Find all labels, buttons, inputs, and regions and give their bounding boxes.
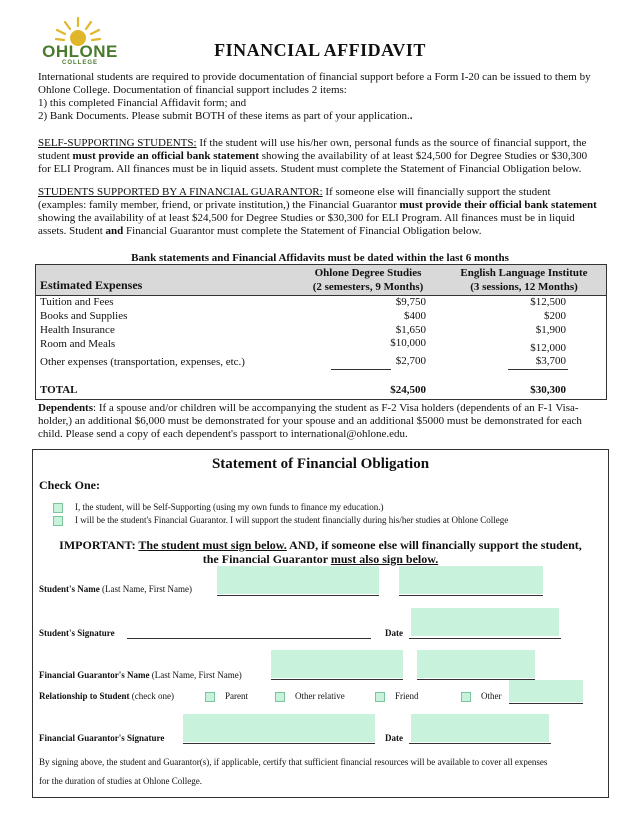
important-text: the Financial Guarantor — [202, 552, 331, 566]
total-eli: $30,300 — [530, 384, 566, 396]
self-supporting-line — [38, 137, 608, 150]
logo-wordmark: OHLONE — [42, 42, 118, 61]
relationship-other-checkbox[interactable] — [461, 692, 471, 702]
relationship-other-field[interactable] — [509, 680, 583, 702]
table-row-label: Tuition and Fees — [40, 296, 114, 308]
important-text: AND, if someone else will financially support the student, — [286, 538, 582, 552]
table-header — [36, 265, 606, 296]
self-supporting-emphasis: must provide an official bank statement — [72, 150, 260, 162]
student-date-label: Date — [385, 628, 403, 638]
col-eli-subtitle: (3 sessions, 12 Months) — [470, 281, 578, 293]
table-cell-degree: $2,700 — [395, 355, 426, 367]
relationship-label: Relationship to Student — [39, 691, 130, 701]
total-degree: $24,500 — [390, 384, 426, 396]
relationship-friend-checkbox[interactable] — [375, 692, 385, 702]
dependents-heading: Dependents — [38, 402, 94, 414]
important-label: IMPORTANT: — [59, 538, 139, 552]
dependents-line: child. Please send a copy of each dependent's passport to international@ohlone.edu. — [38, 428, 408, 440]
field-underline — [217, 595, 379, 596]
guarantor-checkbox[interactable] — [53, 516, 63, 526]
field-underline — [409, 743, 551, 744]
col-estimated-expenses: Estimated Expenses — [40, 278, 143, 292]
guarantor-line: showing the availability of at least $24,500 for Degree Studies or $30,300 for ELI Program. All finances must be in liquid — [38, 212, 575, 224]
check-one-label: Check One: — [39, 478, 100, 492]
total-label: TOTAL — [40, 384, 78, 396]
student-name-hint: (Last Name, First Name) — [99, 584, 192, 594]
subtotal-underline — [331, 369, 391, 370]
intro-line-text: 2) Bank Documents. Please submit BOTH of these items as part of your application. — [38, 110, 410, 122]
field-underline — [183, 743, 375, 744]
guarantor-text: assets. Student — [38, 225, 106, 237]
period: . — [409, 110, 413, 122]
relationship-friend-label: Friend — [395, 691, 419, 701]
self-supporting-text: showing the availability of at least $24,500 for Degree Studies or $30,300 — [259, 150, 588, 162]
col-degree-studies — [298, 266, 438, 294]
intro-paragraph — [38, 71, 608, 123]
guarantor-emphasis: and — [105, 225, 124, 237]
relationship-other-label: Other — [481, 691, 502, 701]
page-title: FINANCIAL AFFIDAVIT — [214, 40, 426, 60]
col-eli — [444, 266, 604, 294]
certification-line: By signing above, the student and Guarantor(s), if applicable, certify that sufficient financial resources will be available to cover all expenses — [39, 757, 548, 767]
guarantor-first-name-field[interactable] — [417, 650, 535, 678]
table-cell-eli: $3,700 — [535, 355, 566, 367]
guarantor-date-field[interactable] — [411, 714, 549, 742]
guarantor-line — [38, 225, 608, 238]
certification-line: for the duration of studies at Ohlone College. — [39, 776, 202, 786]
intro-line: 1) this completed Financial Affidavit form; and — [38, 97, 247, 109]
table-row-label: Room and Meals — [40, 338, 116, 350]
guarantor-signature-field[interactable] — [183, 714, 375, 742]
dependents-line: holder,) an additional $6,000 must be demonstrated for your spouse and an additional $5000 must be demonstrated for each — [38, 415, 582, 427]
self-supporting-option-label: I, the student, will be Self-Supporting (using my own funds to finance my education.) — [75, 502, 384, 512]
expenses-table — [35, 264, 607, 400]
guarantor-option-label: I will be the student's Financial Guarantor. I will support the student financially during his/her studies at Ohlone College — [75, 515, 509, 525]
table-cell-degree: $1,650 — [395, 324, 426, 336]
intro-line: Ohlone College. Documentation of financial support includes 2 items: — [38, 84, 347, 96]
guarantor-line — [38, 199, 608, 212]
student-signature-label: Student's Signature — [39, 628, 115, 638]
relationship-parent-checkbox[interactable] — [205, 692, 215, 702]
col-degree-subtitle: (2 semesters, 9 Months) — [312, 281, 424, 293]
table-row-label: Health Insurance — [40, 324, 115, 336]
table-cell-eli: $200 — [544, 310, 566, 322]
guarantor-name-label: Financial Guarantor's Name — [39, 670, 150, 680]
important-text: The student must sign below. — [138, 538, 287, 552]
guarantor-name-label-group — [39, 670, 242, 681]
table-cell-degree: $9,750 — [395, 296, 426, 308]
student-date-field[interactable] — [411, 608, 559, 636]
guarantor-date-label: Date — [385, 733, 403, 743]
guarantor-paragraph — [38, 186, 608, 238]
guarantor-heading: STUDENTS SUPPORTED BY A FINANCIAL GUARANTOR: — [38, 186, 323, 198]
guarantor-last-name-field[interactable] — [271, 650, 403, 678]
important-line — [33, 538, 608, 552]
self-supporting-text: If the student will use his/her own, personal funds as the source of financial support, the — [196, 137, 587, 149]
guarantor-signature-label: Financial Guarantor's Signature — [39, 733, 165, 743]
student-last-name-field[interactable] — [217, 566, 379, 594]
statement-title: Statement of Financial Obligation — [211, 456, 430, 472]
certification-text — [39, 753, 605, 791]
self-supporting-line — [38, 150, 608, 163]
table-cell-eli: $1,900 — [535, 324, 566, 336]
student-signature-field[interactable] — [127, 638, 371, 639]
table-cell-degree: $400 — [404, 310, 426, 322]
dependents-text: : If a spouse and/or children will be accompanying the student as F-2 Visa holders (dependents of an F-1 Visa- — [93, 402, 579, 414]
table-cell-eli: $12,500 — [530, 296, 566, 308]
intro-line: International students are required to provide documentation of financial support before a Form I-20 can be issued to them by — [38, 71, 591, 83]
dependents-paragraph — [38, 402, 613, 441]
relationship-parent-label: Parent — [225, 691, 248, 701]
important-text: must also sign below. — [330, 552, 439, 566]
guarantor-text: (examples: family member, friend, or private institution,) the Financial Guarantor — [38, 199, 400, 211]
table-row-label: Books and Supplies — [40, 310, 128, 322]
guarantor-name-hint: (Last Name, First Name) — [149, 670, 242, 680]
student-name-label-group — [39, 584, 192, 595]
guarantor-text: If someone else will financially support the student — [322, 186, 551, 198]
important-line — [33, 552, 608, 566]
self-supporting-heading: SELF-SUPPORTING STUDENTS: — [38, 137, 197, 149]
relationship-other-relative-label: Other relative — [295, 691, 345, 701]
col-eli-title: English Language Institute — [460, 267, 588, 279]
dependents-line — [38, 402, 613, 415]
intro-line — [38, 110, 608, 123]
statement-box — [32, 449, 609, 798]
self-supporting-text: student — [38, 150, 73, 162]
table-row-label: Other expenses (transportation, expenses, etc.) — [40, 356, 245, 368]
subtotal-underline — [508, 369, 568, 370]
self-supporting-line: for ELI Program. All finances must be in liquid assets. Student must complete the Statement of Financial Obligation below. — [38, 163, 582, 175]
student-first-name-field[interactable] — [399, 566, 543, 594]
self-supporting-paragraph — [38, 137, 608, 176]
field-underline — [409, 638, 561, 639]
logo-subtitle: COLLEGE — [61, 60, 98, 66]
self-supporting-checkbox[interactable] — [53, 503, 63, 513]
relationship-other-relative-checkbox[interactable] — [275, 692, 285, 702]
field-underline — [509, 703, 583, 704]
guarantor-text: Financial Guarantor must complete the Statement of Financial Obligation below. — [123, 225, 482, 237]
table-cell-degree: $10,000 — [390, 337, 426, 349]
col-degree-title: Ohlone Degree Studies — [314, 267, 422, 279]
table-cell-eli: $12,000 — [530, 342, 566, 354]
table-caption: Bank statements and Financial Affidavits must be dated within the last 6 months — [131, 252, 509, 264]
guarantor-line — [38, 186, 608, 199]
important-notice — [33, 538, 608, 566]
field-underline — [399, 595, 543, 596]
field-underline — [271, 679, 403, 680]
relationship-label-group — [39, 691, 174, 702]
relationship-hint: (check one) — [129, 691, 175, 701]
student-name-label: Student's Name — [39, 584, 100, 594]
guarantor-emphasis: must provide their official bank statement — [399, 199, 597, 211]
